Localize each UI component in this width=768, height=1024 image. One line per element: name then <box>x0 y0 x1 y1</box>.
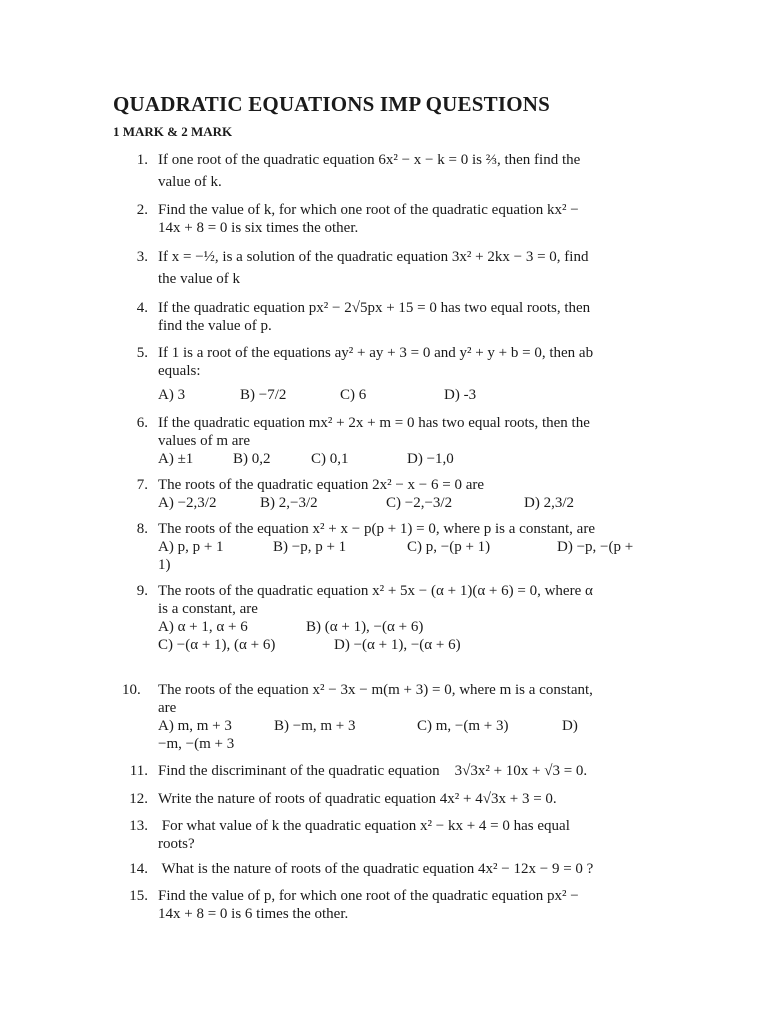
question-number: 11. <box>129 763 148 779</box>
question-number: 2. <box>136 202 148 218</box>
question-number: 3. <box>136 249 148 265</box>
question-8 <box>128 520 658 574</box>
answer-options <box>158 450 658 468</box>
question-number: 5. <box>136 345 148 361</box>
option-c: C) −(α + 1), (α + 6) <box>158 637 276 653</box>
question-text: values of m are <box>158 433 251 449</box>
question-text: The roots of the equation x² + x − p(p + 1) = 0, where p is a constant, are <box>158 521 595 537</box>
option-d: D) 2,3/2 <box>524 495 574 511</box>
option-d: D) <box>562 718 578 734</box>
question-text: is a constant, are <box>158 601 258 617</box>
option-a: A) −2,3/2 <box>158 495 217 511</box>
question-number: 13. <box>129 818 148 834</box>
question-number: 7. <box>136 477 148 493</box>
option-b: B) 2,−3/2 <box>260 495 318 511</box>
answer-options <box>158 717 658 735</box>
option-a: A) ±1 <box>158 451 194 467</box>
option-b: B) 0,2 <box>233 451 271 467</box>
question-text: If x = −½, is a solution of the quadratic equation 3x² + 2kx − 3 = 0, find <box>158 249 589 265</box>
answer-options <box>158 618 658 636</box>
option-b: B) −m, m + 3 <box>274 718 356 734</box>
answer-options <box>158 494 658 512</box>
question-1 <box>128 151 658 191</box>
option-a: A) α + 1, α + 6 <box>158 619 248 635</box>
question-text: find the value of p. <box>158 318 272 334</box>
question-number: 4. <box>136 300 148 316</box>
option-d: D) −(α + 1), −(α + 6) <box>334 637 461 653</box>
question-text: 14x + 8 = 0 is six times the other. <box>158 220 359 236</box>
question-text: Write the nature of roots of quadratic equation 4x² + 4√3x + 3 = 0. <box>158 791 557 807</box>
page-title: QUADRATIC EQUATIONS IMP QUESTIONS <box>113 92 550 116</box>
question-text: If 1 is a root of the equations ay² + ay + 3 = 0 and y² + y + b = 0, then ab <box>158 345 594 361</box>
option-b: B) −p, p + 1 <box>273 539 347 555</box>
question-number: 15. <box>129 888 148 904</box>
option-c: C) 0,1 <box>311 451 349 467</box>
question-text: If the quadratic equation mx² + 2x + m = 0 has two equal roots, then the <box>158 415 590 431</box>
question-text: Find the value of p, for which one root of the quadratic equation px² − <box>158 888 579 904</box>
option-a: A) p, p + 1 <box>158 539 224 555</box>
question-5 <box>128 344 658 404</box>
option-c: C) p, −(p + 1) <box>407 539 491 555</box>
question-number: 9. <box>136 583 148 599</box>
answer-options <box>158 636 658 654</box>
question-3 <box>128 248 658 288</box>
question-14 <box>128 860 658 878</box>
option-a: A) 3 <box>158 387 186 403</box>
option-b: B) −7/2 <box>240 387 287 403</box>
question-number: 8. <box>136 521 148 537</box>
question-text: For what value of k the quadratic equation x² − kx + 4 = 0 has equal <box>158 818 570 834</box>
option-c: C) −2,−3/2 <box>386 495 453 511</box>
question-9 <box>128 582 658 654</box>
question-text: The roots of the quadratic equation 2x² − x − 6 = 0 are <box>158 477 485 493</box>
question-15 <box>128 887 658 923</box>
question-number: 1. <box>136 152 148 168</box>
option-c: C) m, −(m + 3) <box>417 718 509 734</box>
question-text: are <box>158 700 177 716</box>
question-text: If the quadratic equation px² − 2√5px + 15 = 0 has two equal roots, then <box>158 300 591 316</box>
question-text: the value of k <box>158 271 241 287</box>
question-6 <box>128 414 658 468</box>
question-text: Find the discriminant of the quadratic equation 3√3x² + 10x + √3 = 0. <box>158 763 588 779</box>
option-c: C) 6 <box>340 387 367 403</box>
option-d: D) -3 <box>444 387 477 403</box>
question-2 <box>128 201 658 237</box>
question-text: equals: <box>158 363 201 379</box>
question-number: 10. <box>122 682 141 698</box>
option-b: B) (α + 1), −(α + 6) <box>306 619 424 635</box>
question-11 <box>128 762 658 780</box>
option-continuation: 1) <box>158 557 171 573</box>
question-text: The roots of the quadratic equation x² + 5x − (α + 1)(α + 6) = 0, where α <box>158 583 593 599</box>
question-number: 14. <box>129 861 148 877</box>
question-number: 6. <box>136 415 148 431</box>
question-7 <box>128 476 658 512</box>
question-text: What is the nature of roots of the quadratic equation 4x² − 12x − 9 = 0 ? <box>158 861 594 877</box>
question-text: Find the value of k, for which one root of the quadratic equation kx² − <box>158 202 579 218</box>
section-subtitle: 1 MARK & 2 MARK <box>113 124 233 139</box>
question-text: 14x + 8 = 0 is 6 times the other. <box>158 906 349 922</box>
answer-options <box>158 538 658 556</box>
option-continuation: −m, −(m + 3 <box>158 736 235 752</box>
answer-options <box>158 386 658 404</box>
question-text: roots? <box>158 836 195 852</box>
question-text: value of k. <box>158 174 222 190</box>
question-text: The roots of the equation x² − 3x − m(m + 3) = 0, where m is a constant, <box>158 682 593 698</box>
option-d: D) −1,0 <box>407 451 454 467</box>
question-4 <box>128 299 658 335</box>
question-13 <box>128 817 658 853</box>
option-d: D) −p, −(p + <box>557 539 634 555</box>
question-12 <box>128 790 658 808</box>
option-a: A) m, m + 3 <box>158 718 232 734</box>
question-number: 12. <box>129 791 148 807</box>
question-10 <box>122 681 658 753</box>
question-text: If one root of the quadratic equation 6x² − x − k = 0 is ⅔, then find the <box>158 152 581 168</box>
